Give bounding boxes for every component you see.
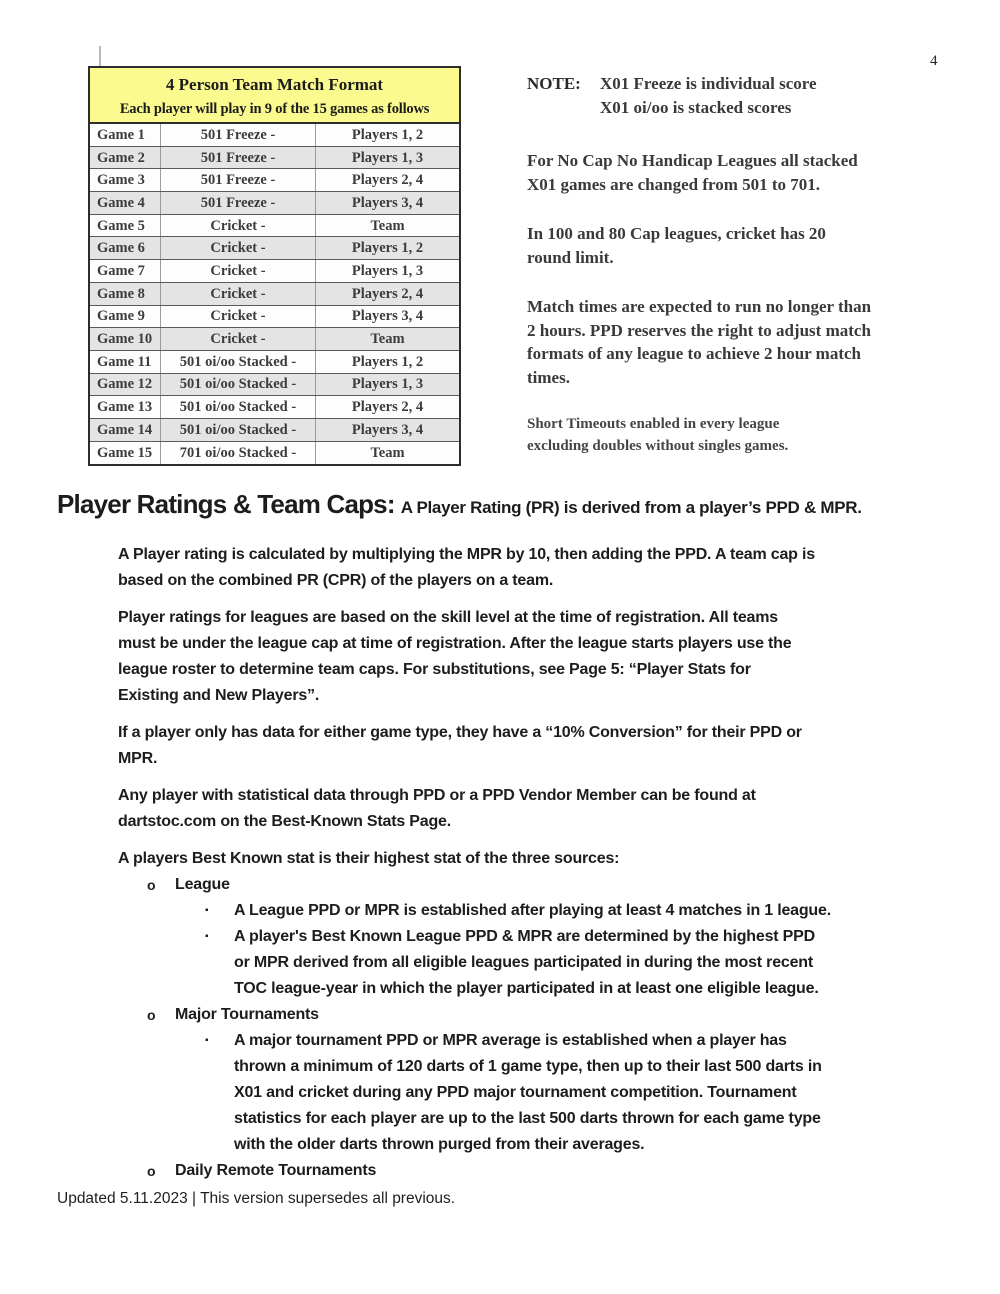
table-row bbox=[90, 237, 459, 260]
table-row bbox=[90, 124, 459, 147]
sub-bullet-item bbox=[205, 1028, 946, 1158]
table-row bbox=[90, 192, 459, 215]
players-cell: Players 2, 4 bbox=[351, 172, 424, 189]
game-format-cell: Cricket - bbox=[160, 260, 316, 282]
players-cell: Players 1, 3 bbox=[351, 149, 424, 166]
game-number-cell: Game 11 bbox=[97, 353, 152, 370]
game-number-cell: Game 9 bbox=[97, 308, 145, 325]
players-cell: Players 3, 4 bbox=[351, 308, 424, 325]
sub-bullet-item bbox=[205, 898, 946, 924]
bullet-item bbox=[147, 1158, 946, 1184]
note-paragraph: For No Cap No Handicap Leagues all stacked X01 games are changed from 501 to 701. bbox=[527, 151, 858, 194]
game-number-cell: Game 12 bbox=[97, 376, 153, 393]
game-format-cell: 701 oi/oo Stacked - bbox=[160, 442, 316, 465]
game-number-cell: Game 13 bbox=[97, 399, 153, 416]
table-subtitle: Each player will play in 9 of the 15 games as follows bbox=[90, 99, 459, 124]
game-format-cell: Cricket - bbox=[160, 328, 316, 350]
note-paragraph: In 100 and 80 Cap leagues, cricket has 20 round limit. bbox=[527, 224, 826, 267]
players-cell: Players 3, 4 bbox=[351, 421, 424, 438]
body-paragraph: A Player rating is calculated by multiplying the MPR by 10, then adding the PPD. A team cap is based on the combined PR (CPR) of the players on a team. bbox=[118, 546, 815, 589]
footer-note: Updated 5.11.2023 | This version supersedes all previous. bbox=[57, 1190, 456, 1207]
match-table-body bbox=[90, 124, 459, 464]
game-number-cell: Game 14 bbox=[97, 421, 153, 438]
game-number-cell: Game 3 bbox=[97, 172, 145, 189]
body-paragraph: Player ratings for leagues are based on the skill level at the time of registration. All teams must be under the league cap at time of registration. After the league starts players use the league roster to determine team caps. For substitutions, see Page 5: “Player Stats for Existing and New Players”. bbox=[118, 609, 792, 704]
players-cell: Players 2, 4 bbox=[351, 285, 424, 302]
game-format-cell: 501 Freeze - bbox=[160, 192, 316, 214]
table-title: 4 Person Team Match Format bbox=[90, 68, 459, 99]
section-heading-title: Player Ratings & Team Caps: bbox=[57, 489, 395, 519]
game-number-cell: Game 7 bbox=[97, 262, 145, 279]
table-row bbox=[90, 147, 459, 170]
game-number-cell: Game 2 bbox=[97, 149, 145, 166]
players-cell: Players 1, 3 bbox=[351, 262, 424, 279]
game-number-cell: Game 5 bbox=[97, 217, 145, 234]
game-number-cell: Game 4 bbox=[97, 194, 145, 211]
game-number-cell: Game 10 bbox=[97, 331, 153, 348]
game-format-cell: 501 oi/oo Stacked - bbox=[160, 396, 316, 418]
table-row bbox=[90, 169, 459, 192]
note-lines bbox=[600, 72, 817, 119]
match-format-table bbox=[88, 66, 461, 466]
table-row bbox=[90, 396, 459, 419]
game-format-cell: Cricket - bbox=[160, 283, 316, 305]
table-row bbox=[90, 419, 459, 442]
sub-bullet-text: A League PPD or MPR is established after playing at least 4 matches in 1 league. bbox=[234, 902, 831, 919]
sub-bullet-text: A player's Best Known League PPD & MPR are determined by the highest PPD or MPR derived from all eligible leagues participated in during the most recent TOC league-year in which the player participated in at least one eligible league. bbox=[234, 928, 819, 997]
notes-small-wrap bbox=[527, 413, 927, 457]
table-row bbox=[90, 442, 459, 465]
game-format-cell: 501 Freeze - bbox=[160, 124, 316, 146]
ratings-body bbox=[118, 542, 946, 1184]
bullet-label: League bbox=[175, 876, 230, 893]
game-number-cell: Game 8 bbox=[97, 285, 145, 302]
body-paragraph: If a player only has data for either game type, they have a “10% Conversion” for their PPD or MPR. bbox=[118, 724, 802, 767]
bullet-item bbox=[147, 1002, 946, 1028]
table-row bbox=[90, 283, 459, 306]
notes-paragraphs bbox=[527, 149, 927, 389]
circle-bullet-icon: o bbox=[147, 1007, 156, 1023]
table-row bbox=[90, 351, 459, 374]
game-number-cell: Game 6 bbox=[97, 240, 145, 257]
square-bullet-icon: ▪ bbox=[205, 1035, 209, 1046]
table-row bbox=[90, 260, 459, 283]
square-bullet-icon: ▪ bbox=[205, 931, 209, 942]
crop-artifact-line bbox=[99, 46, 101, 66]
note-line: X01 Freeze is individual score bbox=[600, 74, 817, 93]
game-format-cell: Cricket - bbox=[160, 215, 316, 237]
table-row bbox=[90, 374, 459, 397]
table-row bbox=[90, 215, 459, 238]
square-bullet-icon: ▪ bbox=[205, 905, 209, 916]
players-cell: Players 2, 4 bbox=[351, 399, 424, 416]
bullet-list bbox=[118, 872, 946, 1184]
players-cell: Players 1, 2 bbox=[351, 126, 424, 143]
players-cell: Team bbox=[370, 217, 405, 234]
players-cell: Players 1, 2 bbox=[351, 353, 424, 370]
game-format-cell: 501 oi/oo Stacked - bbox=[160, 351, 316, 373]
bullet-item bbox=[147, 872, 946, 898]
page-number: 4 bbox=[930, 53, 938, 69]
section-heading-tail: A Player Rating (PR) is derived from a player’s PPD & MPR. bbox=[400, 498, 862, 517]
ratings-paragraphs bbox=[118, 542, 946, 872]
game-format-cell: 501 oi/oo Stacked - bbox=[160, 374, 316, 396]
note-label: NOTE: bbox=[527, 74, 581, 93]
players-cell: Players 1, 3 bbox=[351, 376, 424, 393]
game-format-cell: Cricket - bbox=[160, 237, 316, 259]
circle-bullet-icon: o bbox=[147, 877, 156, 893]
note-block bbox=[527, 72, 927, 119]
players-cell: Team bbox=[370, 331, 405, 348]
game-format-cell: Cricket - bbox=[160, 306, 316, 328]
note-paragraph-small: Short Timeouts enabled in every league excluding doubles without singles games. bbox=[527, 416, 789, 454]
body-paragraph: Any player with statistical data through PPD or a PPD Vendor Member can be found at dartstoc.com on the Best-Known Stats Page. bbox=[118, 787, 756, 830]
body-paragraph: A players Best Known stat is their highest stat of the three sources: bbox=[118, 850, 620, 867]
game-number-cell: Game 15 bbox=[97, 444, 153, 461]
table-row bbox=[90, 328, 459, 351]
game-format-cell: 501 Freeze - bbox=[160, 169, 316, 191]
players-cell: Players 1, 2 bbox=[351, 240, 424, 257]
ratings-section bbox=[57, 487, 957, 1184]
players-cell: Team bbox=[370, 444, 405, 461]
bullet-label: Major Tournaments bbox=[175, 1006, 319, 1023]
sub-bullet-item bbox=[205, 924, 946, 1002]
players-cell: Players 3, 4 bbox=[351, 194, 424, 211]
game-number-cell: Game 1 bbox=[97, 126, 145, 143]
note-paragraph: Match times are expected to run no longer than 2 hours. PPD reserves the right to adjust match formats of any league to achieve 2 hour match times. bbox=[527, 297, 872, 387]
game-format-cell: 501 Freeze - bbox=[160, 147, 316, 169]
game-format-cell: 501 oi/oo Stacked - bbox=[160, 419, 316, 441]
table-row bbox=[90, 306, 459, 329]
sub-bullet-text: A major tournament PPD or MPR average is established when a player has thrown a minimum of 120 darts of 1 game type, then up to their last 500 darts in X01 and cricket during any PPD major tournament competition. Tournament statistics for each player are up to the last 500 darts thrown for each game type with the older darts thrown purged from their averages. bbox=[234, 1032, 822, 1153]
bullet-label: Daily Remote Tournaments bbox=[175, 1162, 377, 1179]
notes-column bbox=[527, 72, 927, 457]
circle-bullet-icon: o bbox=[147, 1163, 156, 1179]
note-line: X01 oi/oo is stacked scores bbox=[600, 97, 792, 117]
section-heading bbox=[57, 487, 957, 526]
